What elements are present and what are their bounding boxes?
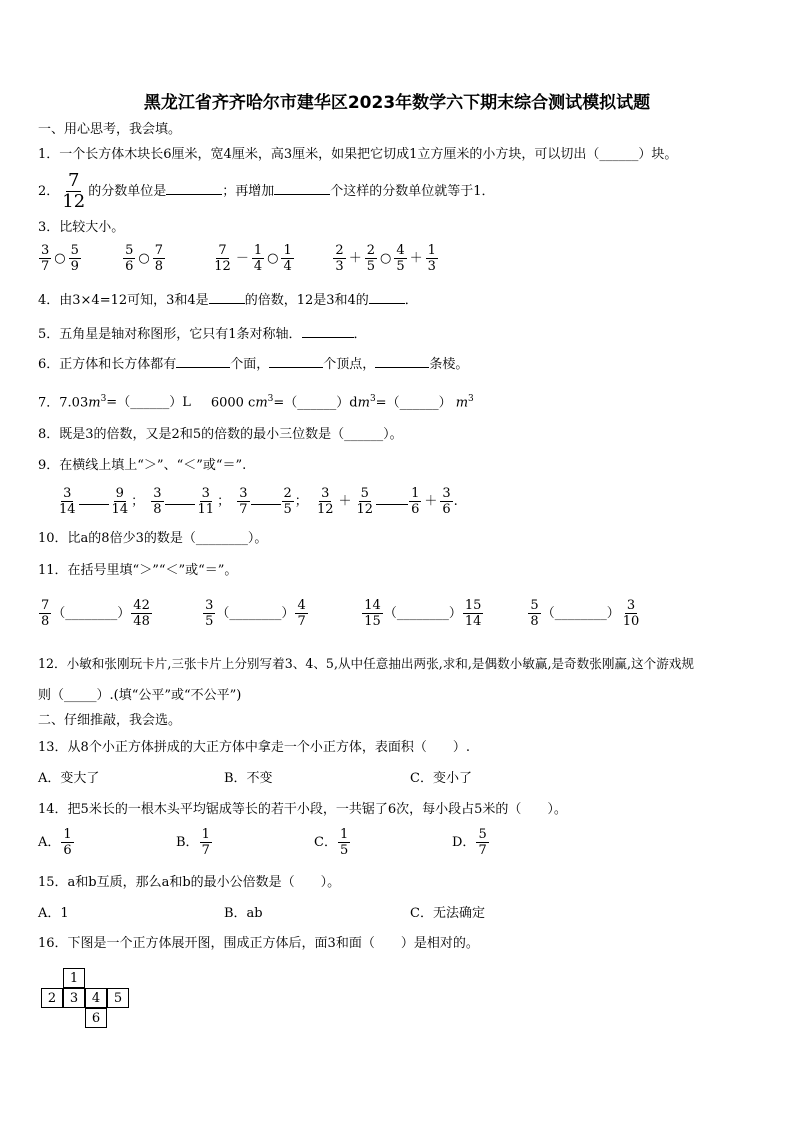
fraction: $\frac{5}{9}$ <box>70 243 79 274</box>
option-a[interactable]: A． $\frac{1}{6}$ <box>38 827 72 858</box>
page-title: 黑龙江省齐齐哈尔市建华区2023年数学六下期末综合测试模拟试题 <box>143 93 651 113</box>
compare-item <box>527 598 642 629</box>
question-4: 4．由3×4=12可知，3和4是 的倍数，12是3和4的 ． <box>38 290 764 310</box>
q2-text-b: ；再增加 <box>222 184 275 199</box>
fraction: $\frac{3}{7}$ <box>41 243 50 274</box>
option-c[interactable]: C．变小了 <box>410 771 472 786</box>
fraction: $\frac{4}{5}$ <box>396 243 405 274</box>
question-1: 1．一个长方体木块长6厘米，宽4厘米，高3厘米，如果把它切成1立方厘米的小方块，可以切出（______）块。 <box>38 147 678 162</box>
plus-sign: ＋ <box>338 493 352 509</box>
answer-paren[interactable]: （________） <box>216 606 295 621</box>
q2-text-c: 个这样的分数单位就等于1． <box>330 184 495 199</box>
answer-blank[interactable] <box>166 181 222 195</box>
answer-blank[interactable] <box>165 491 195 505</box>
option-d[interactable]: D． $\frac{5}{7}$ <box>452 827 487 858</box>
answer-blank[interactable] <box>269 354 323 368</box>
fraction: $\frac{5}{7}$ <box>478 827 487 858</box>
fraction: $\frac{3}{8}$ <box>153 486 162 517</box>
fraction: $\frac{15}{14}$ <box>464 598 482 629</box>
option-c[interactable]: C． $\frac{1}{5}$ <box>314 827 349 858</box>
compare-circle[interactable]: ○ <box>138 250 150 266</box>
fraction: $\frac{3}{11}$ <box>197 486 215 517</box>
question-14-options <box>38 827 764 858</box>
q2-number: 2． <box>38 184 60 199</box>
fraction: $\frac{2}{5}$ <box>283 486 292 517</box>
fraction: $\frac{1}{6}$ <box>411 486 420 517</box>
compare-item <box>122 243 207 274</box>
net-face-1: 1 <box>63 968 85 988</box>
question-3-comparisons <box>38 243 764 274</box>
question-10: 10．比a的8倍少3的数是（________）。 <box>38 531 268 546</box>
fraction: $\frac{14}{15}$ <box>364 598 381 629</box>
option-a[interactable]: A．1 <box>38 906 69 921</box>
question-6: 6．正方体和长方体都有 个面， 个顶点， 条棱。 <box>38 354 764 374</box>
compare-item <box>211 243 328 274</box>
fraction: $\frac{7}{12}$ <box>214 243 231 274</box>
option-b[interactable]: B． $\frac{1}{7}$ <box>176 827 210 858</box>
question-8: 8．既是3的倍数，又是2和5的倍数的最小三位数是（______）。 <box>38 427 403 442</box>
compare-item <box>361 598 523 629</box>
fraction: $\frac{1}{5}$ <box>339 827 349 858</box>
option-b[interactable]: B．ab <box>224 906 263 921</box>
compare-circle[interactable]: ○ <box>380 250 392 266</box>
fraction: $\frac{1}{3}$ <box>427 243 436 274</box>
fraction: $\frac{42}{48}$ <box>133 598 150 629</box>
fraction: $\frac{2}{3}$ <box>335 243 344 274</box>
answer-paren[interactable]: （________） <box>383 606 462 621</box>
compare-item <box>38 598 198 629</box>
fraction: $\frac{1}{7}$ <box>201 827 210 858</box>
fraction: $\frac{3}{6}$ <box>442 486 451 517</box>
question-11-comparisons <box>38 598 764 629</box>
plus-sign: ＋ <box>348 250 362 266</box>
compare-circle[interactable]: ○ <box>54 250 66 266</box>
minus-sign: － <box>235 250 249 266</box>
fraction: $\frac{2}{5}$ <box>366 243 375 274</box>
fraction: $\frac{1}{6}$ <box>63 827 72 858</box>
fraction: $\frac{7}{8}$ <box>154 243 164 274</box>
answer-blank[interactable] <box>176 354 230 368</box>
answer-paren[interactable]: （________） <box>541 606 620 621</box>
question-13: 13．从8个小正方体拼成的大正方体中拿走一个小正方体，表面积（ ）. <box>38 740 470 755</box>
fraction: $\frac{7}{8}$ <box>41 598 50 629</box>
net-face-4: 4 <box>85 988 107 1008</box>
fraction: $\frac{3}{10}$ <box>622 598 640 629</box>
fraction: $\frac{7}{12}$ <box>62 170 86 212</box>
net-face-3: 3 <box>63 988 85 1008</box>
fraction: $\frac{3}{12}$ <box>316 486 334 517</box>
question-14: 14．把5米长的一根木头平均锯成等长的若干小段，一共锯了6次，每小段占5米的（ ）。 <box>38 802 567 817</box>
fraction: $\frac{5}{6}$ <box>125 243 134 274</box>
question-5: 5．五角星是轴对称图形，它只有1条对称轴． ． <box>38 324 764 344</box>
section-2-heading: 二、仔细推敲，我会选。 <box>38 713 182 728</box>
net-face-6: 6 <box>85 1008 107 1028</box>
question-9-comparisons: $\frac{3}{14}$ $\frac{9}{14}$ ； $\frac{3}{8}$ $\frac{3}{11}$ ； $\frac{3}{7}$ $\frac{2}{5}$ ； $\frac{3}{12}$ ＋ $\frac{5}{12}$ $\frac{1}{6}$ ＋ $\frac{3}{6}$ . <box>59 486 458 517</box>
fraction: $\frac{3}{5}$ <box>205 598 214 629</box>
compare-item <box>332 243 439 274</box>
question-11-label: 11．在括号里填“＞”“＜”或“＝”。 <box>38 563 238 578</box>
question-3-label: 3．比较大小。 <box>38 220 125 235</box>
fraction: $\frac{3}{7}$ <box>239 486 248 517</box>
answer-blank[interactable] <box>209 290 245 304</box>
fraction: $\frac{3}{14}$ <box>59 486 76 517</box>
option-c[interactable]: C．无法确定 <box>410 906 485 921</box>
compare-item <box>38 243 118 274</box>
compare-item <box>202 598 357 629</box>
fraction: $\frac{1}{4}$ <box>283 243 292 274</box>
answer-blank[interactable] <box>251 491 281 505</box>
plus-sign: ＋ <box>409 250 423 266</box>
question-16: 16．下图是一个正方体展开图，围成正方体后，面3和面（ ）是相对的。 <box>38 936 479 951</box>
answer-blank[interactable] <box>79 491 109 505</box>
answer-paren[interactable]: （________） <box>52 606 131 621</box>
answer-blank[interactable] <box>302 324 354 338</box>
question-2 <box>38 171 764 212</box>
fraction: $\frac{4}{7}$ <box>297 598 306 629</box>
answer-blank[interactable] <box>375 354 429 368</box>
fraction: $\frac{1}{4}$ <box>253 243 263 274</box>
net-face-2: 2 <box>41 988 63 1008</box>
fraction: $\frac{9}{14}$ <box>111 486 129 517</box>
compare-circle[interactable]: ○ <box>267 250 279 266</box>
question-13-options <box>38 770 764 789</box>
fraction: $\frac{5}{8}$ <box>530 598 539 629</box>
answer-blank[interactable] <box>369 290 405 304</box>
net-face-5: 5 <box>107 988 129 1008</box>
question-12-line-1: 12．小敏和张刚玩卡片,三张卡片上分别写着3、4、5,从中任意抽出两张,求和,是偶数小敏赢,是奇数张刚赢,这个游戏规 <box>38 656 694 671</box>
q2-text-a: 的分数单位是 <box>88 184 167 199</box>
fraction: $\frac{5}{12}$ <box>356 486 374 517</box>
answer-blank[interactable] <box>274 181 330 195</box>
plus-sign: ＋ <box>424 493 438 509</box>
question-12-line-2: 则（_____）.(填“公平”或“不公平”) <box>38 688 242 703</box>
question-15-options <box>38 905 764 924</box>
question-15: 15．a和b互质，那么a和b的最小公倍数是（ ）。 <box>38 875 341 890</box>
option-b[interactable]: B．不变 <box>224 771 273 786</box>
section-1-heading: 一、用心思考，我会填。 <box>38 122 182 137</box>
question-9-label: 9．在横线上填上“＞”、“＜”或“＝”. <box>38 458 247 473</box>
answer-blank[interactable] <box>376 491 408 505</box>
question-7: 7．$7.03m^3=(\_\_\_\_\_\_)L$ 6000 $cm^3=(\_\_\_\_\_\_)dm^3=(\_\_\_\_\_\_)$ $m^3$ <box>38 394 474 411</box>
option-a[interactable]: A．变大了 <box>38 771 100 786</box>
